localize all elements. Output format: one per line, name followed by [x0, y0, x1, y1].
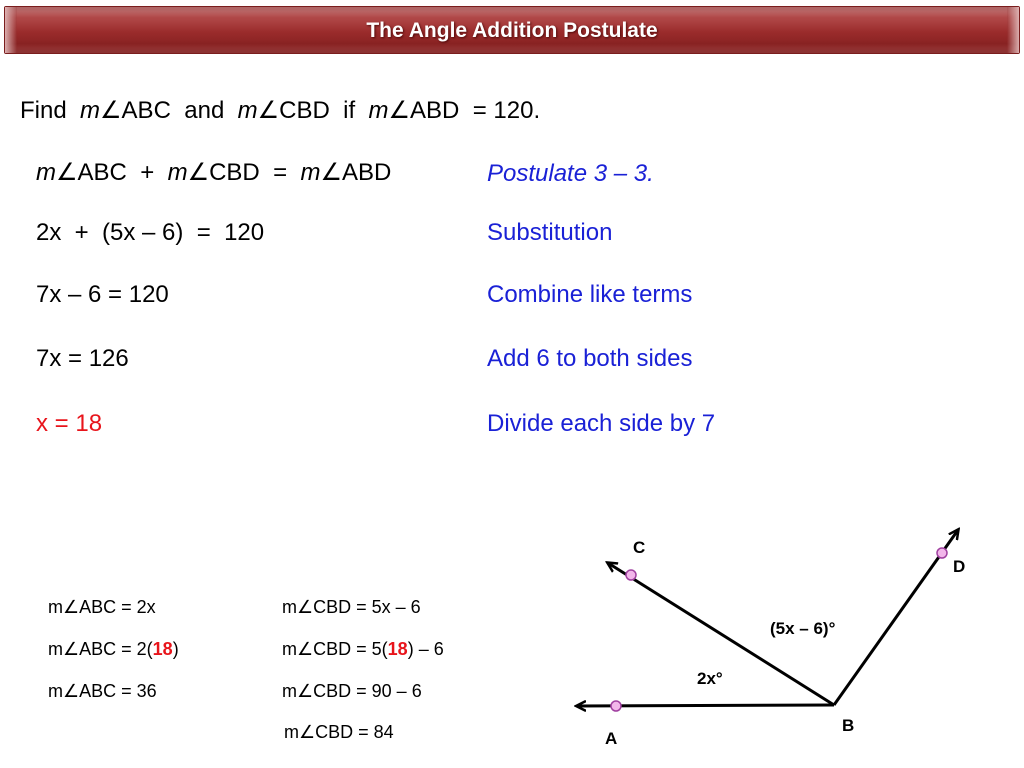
step1-abd: ABD [341, 159, 392, 186]
proof-step-2-reason: Substitution [487, 219, 613, 246]
angle-abc-label: 2x° [697, 669, 723, 688]
problem-m1: m [80, 97, 101, 124]
abc-work-text: ABC = 36 [79, 681, 157, 701]
cbd-work-m: m [282, 681, 297, 701]
proof-step-4-statement: 7x = 126 [36, 345, 129, 372]
angle-icon: ∠ [187, 159, 210, 186]
proof-step-2-statement: 2x + (5x – 6) = 120 [36, 219, 265, 246]
problem-cbd: CBD [279, 97, 330, 124]
proof-step-5-statement: x = 18 [36, 410, 103, 437]
step1-abc: ABC [77, 159, 127, 186]
abc-work-m: m [48, 681, 63, 701]
point-d-label: D [953, 557, 966, 576]
problem-find: Find [20, 97, 67, 124]
point-c-marker [626, 570, 636, 580]
step1-m1: m [36, 159, 56, 186]
abc-work-m: m [48, 639, 63, 659]
slide-title: The Angle Addition Postulate [366, 19, 658, 42]
abc-work-m: m [48, 597, 63, 617]
cbd-work-close: ) – 6 [407, 639, 444, 659]
point-b-label: B [842, 716, 855, 735]
angle-icon: ∠ [63, 597, 80, 617]
point-d-marker [937, 548, 947, 558]
angle-icon: ∠ [297, 639, 314, 659]
angle-icon: ∠ [388, 97, 411, 124]
angle-icon: ∠ [299, 722, 316, 742]
angle-icon: ∠ [297, 681, 314, 701]
step1-plus: + [140, 159, 155, 186]
angle-icon: ∠ [320, 159, 342, 186]
abc-work-text: ABC = 2x [79, 597, 156, 617]
cbd-work-text: CBD = 5( [313, 639, 388, 659]
step1-m2: m [167, 159, 188, 186]
angle-icon: ∠ [100, 97, 122, 124]
cbd-work-m: m [282, 597, 297, 617]
cbd-work-m: m [282, 639, 297, 659]
proof-step-3-statement: 7x – 6 = 120 [36, 281, 169, 308]
point-a-label: A [605, 729, 618, 748]
cbd-work-text: CBD = 84 [315, 722, 394, 742]
problem-if: if [343, 97, 356, 124]
problem-equals: = 120. [472, 97, 541, 124]
problem-and: and [184, 97, 225, 124]
step1-m3: m [300, 159, 321, 186]
problem-abd: ABD [410, 97, 460, 124]
proof-step-3-reason: Combine like terms [487, 281, 693, 308]
cbd-work-text: CBD = 90 – 6 [313, 681, 422, 701]
proof-step-5-reason: Divide each side by 7 [487, 410, 716, 437]
step1-cbd: CBD [209, 159, 260, 186]
angle-icon: ∠ [257, 97, 280, 124]
abc-work-close: ) [172, 639, 179, 659]
problem-m3: m [368, 97, 389, 124]
problem-abc: ABC [121, 97, 171, 124]
abc-work-value: 18 [152, 639, 173, 659]
cbd-work-value: 18 [387, 639, 408, 659]
cbd-work-text: CBD = 5x – 6 [313, 597, 421, 617]
angle-icon: ∠ [63, 681, 80, 701]
problem-m2: m [237, 97, 258, 124]
angle-icon: ∠ [63, 639, 80, 659]
cbd-work-m: m [284, 722, 299, 742]
angle-icon: ∠ [297, 597, 314, 617]
proof-step-4-reason: Add 6 to both sides [487, 345, 693, 372]
proof-step-1-reason: Postulate 3 – 3. [487, 160, 654, 187]
point-c-label: C [633, 538, 646, 557]
abc-work-text: ABC = 2( [79, 639, 153, 659]
point-a-marker [611, 701, 621, 711]
angle-icon: ∠ [56, 159, 78, 186]
step1-equals: = [273, 159, 288, 186]
angle-cbd-label: (5x – 6)° [770, 619, 836, 638]
